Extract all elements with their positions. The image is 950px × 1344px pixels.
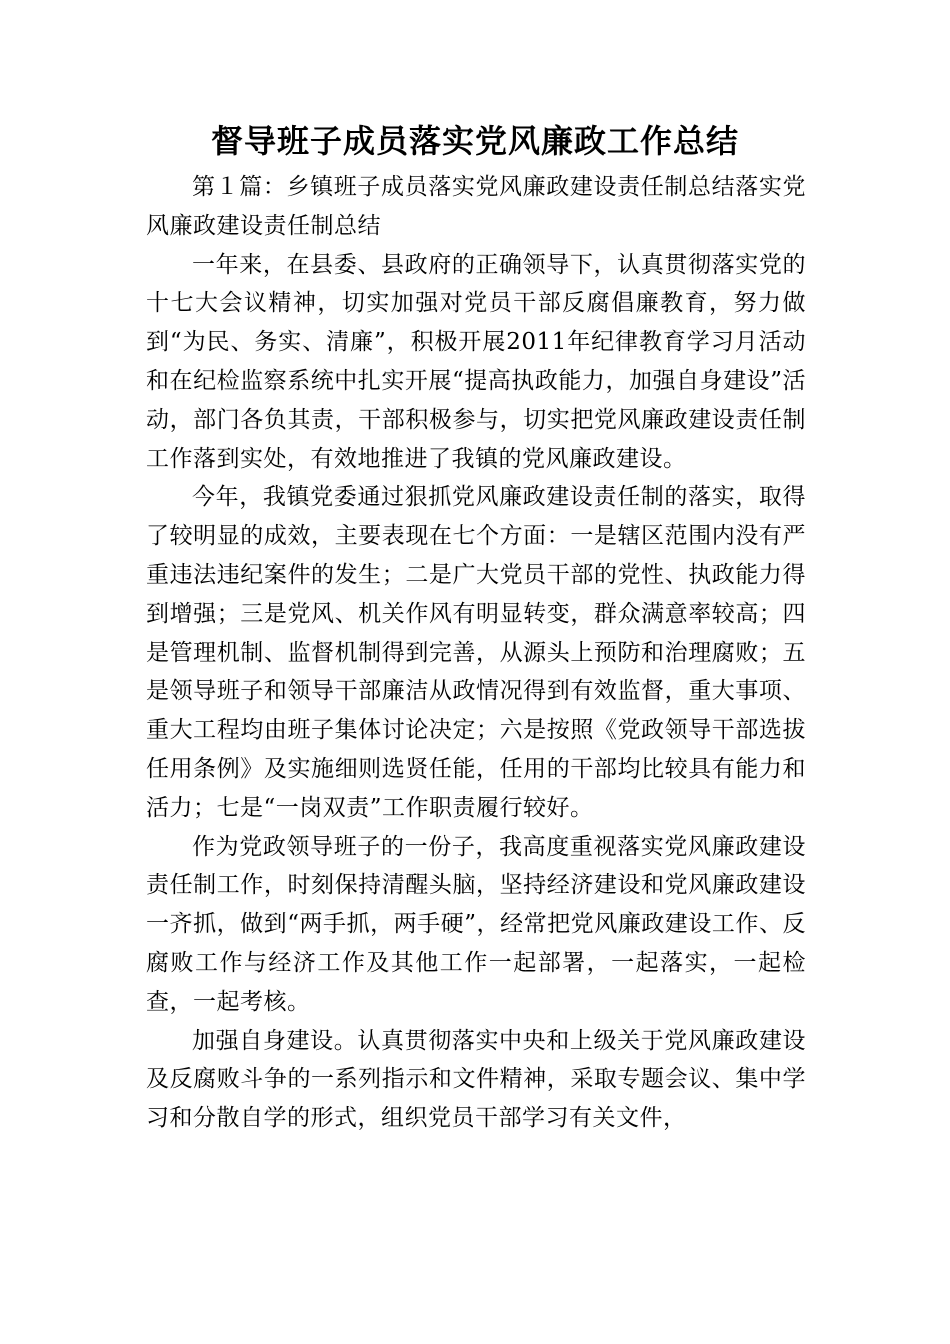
- document-body: [146, 168, 806, 1138]
- paragraph: 一年来，在县委、县政府的正确领导下，认真贯彻落实党的十七大会议精神，切实加强对党员干部反腐倡廉教育，努力做到“为民、务实、清廉”，积极开展2011年纪律教育学习月活动和在纪检监察系统中扎实开展“提高执政能力，加强自身建设”活动，部门各负其责，干部积极参与，切实把党风廉政建设责任制工作落到实处，有效地推进了我镇的党风廉政建设。: [146, 251, 806, 472]
- paragraph: 今年，我镇党委通过狠抓党风廉政建设责任制的落实，取得了较明显的成效，主要表现在七个方面：一是辖区范围内没有严重违法违纪案件的发生；二是广大党员干部的党性、执政能力得到增强；三是党风、机关作风有明显转变，群众满意率较高；四是管理机制、监督机制得到完善，从源头上预防和治理腐败；五是领导班子和领导干部廉洁从政情况得到有效监督，重大事项、重大工程均由班子集体讨论决定；六是按照《党政领导干部选拔任用条例》及实施细则选贤任能，任用的干部均比较具有能力和活力；七是“一岗双责”工作职责履行较好。: [146, 484, 806, 821]
- paragraph: 加强自身建设。认真贯彻落实中央和上级关于党风廉政建设及反腐败斗争的一系列指示和文件精神，采取专题会议、集中学习和分散自学的形式，组织党员干部学习有关文件，: [146, 1027, 806, 1132]
- paragraph-heading: 第１篇：乡镇班子成员落实党风廉政建设责任制总结落实党风廉政建设责任制总结: [146, 174, 806, 239]
- paragraph: 作为党政领导班子的一份子，我高度重视落实党风廉政建设责任制工作，时刻保持清醒头脑，坚持经济建设和党风廉政建设一齐抓，做到“两手抓，两手硬”，经常把党风廉政建设工作、反腐败工作与经济工作及其他工作一起部署，一起落实，一起检查，一起考核。: [146, 833, 806, 1015]
- document-title: 督导班子成员落实党风廉政工作总结: [210, 122, 739, 160]
